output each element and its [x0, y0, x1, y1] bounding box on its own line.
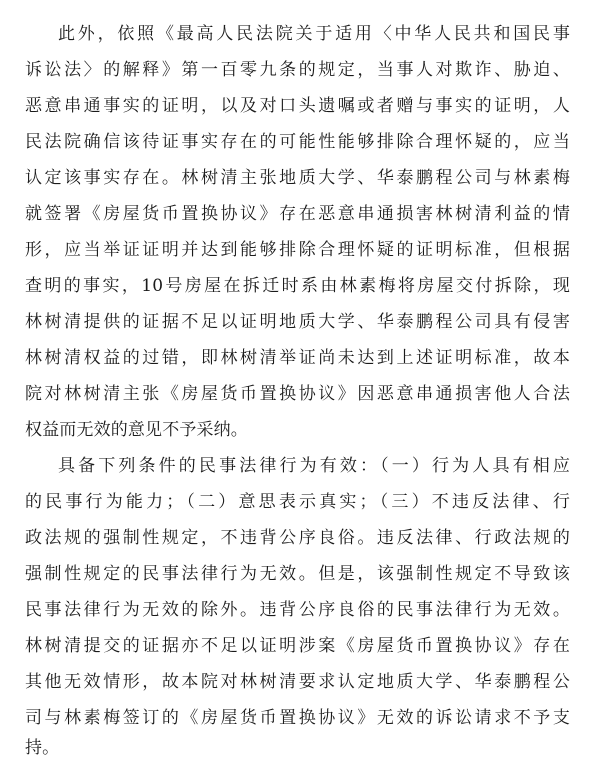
paragraph-1-line-8: 查明的事实，10号房屋在拆迁时系由林素梅将房屋交付拆除，现 — [25, 276, 570, 296]
paragraph-1-line-6: 就签署《房屋货币置换协议》存在恶意串通损害林树清利益的情 — [25, 204, 570, 224]
paragraph-2-line-9: 持。 — [25, 738, 60, 758]
paragraph-1-line-5: 认定该事实存在。林树清主张地质大学、华泰鹏程公司与林素梅 — [25, 168, 570, 188]
paragraph-2-line-8: 司与林素梅签订的《房屋货币置换协议》无效的诉讼请求不予支 — [25, 708, 570, 728]
paragraph-1-line-10: 林树清权益的过错，即林树清举证尚未达到上述证明标准，故本 — [25, 348, 570, 368]
paragraph-1-line-12: 权益而无效的意见不予采纳。 — [25, 420, 248, 440]
paragraph-2-line-4: 强制性规定的民事法律行为无效。但是，该强制性规定不导致该 — [25, 564, 570, 584]
paragraph-2-line-2: 的民事行为能力；（二）意思表示真实；（三）不违反法律、行 — [25, 492, 570, 512]
paragraph-2-line-5: 民事法律行为无效的除外。违背公序良俗的民事法律行为无效。 — [25, 600, 570, 620]
paragraph-2-line-1: 具备下列条件的民事法律行为有效：（一）行为人具有相应 — [58, 456, 570, 476]
paragraph-2-line-7: 其他无效情形，故本院对林树清要求认定地质大学、华泰鹏程公 — [25, 672, 570, 692]
paragraph-1-line-7: 形，应当举证证明并达到能够排除合理怀疑的证明标准，但根据 — [25, 240, 570, 260]
paragraph-1-line-4: 民法院确信该待证事实存在的可能性能够排除合理怀疑的，应当 — [25, 132, 570, 152]
paragraph-1-line-9: 林树清提供的证据不足以证明地质大学、华泰鹏程公司具有侵害 — [25, 312, 570, 332]
paragraph-1-line-3: 恶意串通事实的证明，以及对口头遗嘱或者赠与事实的证明，人 — [25, 96, 570, 116]
paragraph-1-line-11: 院对林树清主张《房屋货币置换协议》因恶意串通损害他人合法 — [25, 384, 570, 404]
paragraph-2-line-6: 林树清提交的证据亦不足以证明涉案《房屋货币置换协议》存在 — [25, 636, 570, 656]
paragraph-1-line-1: 此外，依照《最高人民法院关于适用〈中华人民共和国民事 — [58, 24, 570, 44]
paragraph-1-line-2: 诉讼法〉的解释》第一百零九条的规定，当事人对欺诈、胁迫、 — [25, 60, 570, 80]
paragraph-2-line-3: 政法规的强制性规定，不违背公序良俗。违反法律、行政法规的 — [25, 528, 570, 548]
